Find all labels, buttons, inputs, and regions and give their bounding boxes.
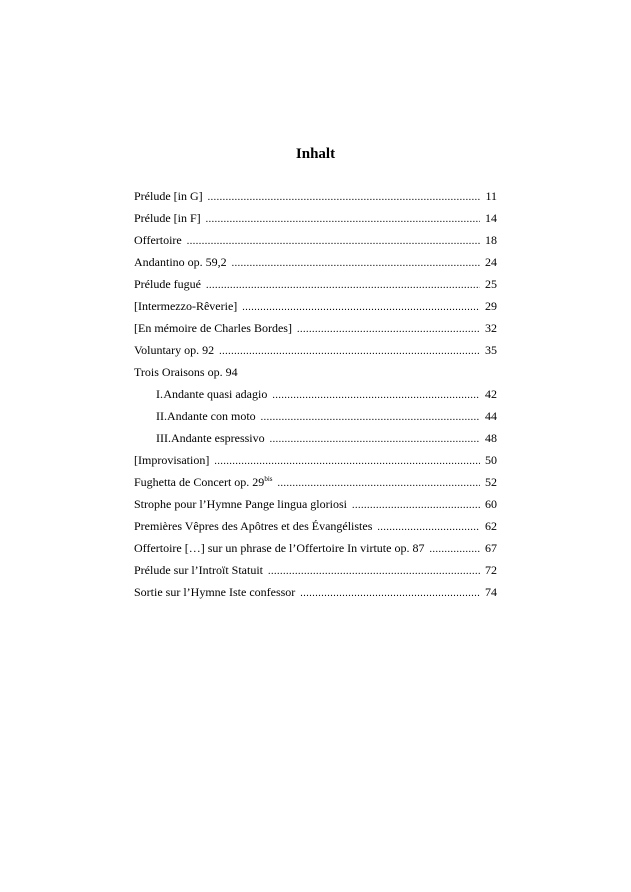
toc-entry-title: Prélude fugué [134, 277, 201, 291]
toc-entry [134, 515, 497, 537]
toc-entry [134, 449, 497, 471]
toc-page-number: 14 [485, 211, 497, 225]
dot-leader [377, 517, 480, 539]
dot-leader [268, 561, 480, 583]
dot-leader [261, 407, 480, 429]
toc-entry-title-text: Fughetta de Concert op. 29 [134, 475, 265, 489]
dot-leader [270, 429, 480, 451]
page-title: Inhalt [295, 146, 336, 162]
toc-page-number: 62 [485, 519, 497, 533]
dot-leader [242, 297, 480, 319]
toc-page-number: 50 [485, 453, 497, 467]
toc-entry-title: [Intermezzo-Rêverie] [134, 299, 238, 313]
toc-entry-title: Premières Vêpres des Apôtres et des Évangélistes [134, 519, 373, 533]
toc-page-number: 42 [485, 387, 497, 401]
toc-page-number: 29 [485, 299, 497, 313]
superscript-bis: bis [264, 475, 273, 483]
dot-leader [214, 451, 480, 473]
toc-page-number: 44 [485, 409, 497, 423]
toc-entry [134, 339, 497, 361]
dot-leader [219, 341, 480, 363]
toc-entry-title: Andante quasi adagio [163, 387, 268, 401]
dot-leader [272, 385, 480, 407]
toc-group-heading [134, 361, 497, 383]
toc-entry [134, 317, 497, 339]
dot-leader [187, 231, 480, 253]
toc-entry [134, 537, 497, 559]
toc-entry [134, 493, 497, 515]
toc-entry [134, 207, 497, 229]
dot-leader [232, 253, 480, 275]
dot-leader [300, 583, 480, 605]
toc-page-number: 74 [485, 585, 497, 599]
dot-leader [429, 539, 480, 561]
dot-leader [208, 187, 480, 209]
toc-entry-title: Sortie sur l’Hymne Iste confessor [134, 585, 296, 599]
toc-page-number: 72 [485, 563, 497, 577]
table-of-contents [134, 185, 497, 603]
toc-entry-title: Prélude sur l’Introït Statuit [134, 563, 263, 577]
toc-entry [134, 471, 497, 493]
toc-page-number: 60 [485, 497, 497, 511]
toc-page-number: 32 [485, 321, 497, 335]
toc-entry-title: Voluntary op. 92 [134, 343, 215, 357]
toc-entry-title: [En mémoire de Charles Bordes] [134, 321, 292, 335]
toc-page-number: 35 [485, 343, 497, 357]
toc-entry-title: Andante espressivo [171, 431, 265, 445]
toc-entry-title: Offertoire [134, 233, 182, 247]
toc-entry [134, 251, 497, 273]
toc-page-number: 11 [485, 189, 497, 203]
toc-entry-title: Strophe pour l’Hymne Pange lingua gloriosi [134, 497, 347, 511]
toc-subentry [134, 405, 497, 427]
movement-number: II. [156, 409, 167, 423]
toc-entry [134, 185, 497, 207]
toc-entry-title: Offertoire […] sur un phrase de l’Offertoire In virtute op. 87 [134, 541, 425, 555]
dot-leader [297, 319, 480, 341]
toc-entry [134, 229, 497, 251]
toc-entry-title: Andante con moto [167, 409, 256, 423]
toc-entry [134, 581, 497, 603]
toc-subentry [134, 383, 497, 405]
toc-page-number: 48 [485, 431, 497, 445]
toc-entry-title: [Improvisation] [134, 453, 210, 467]
toc-page-number: 24 [485, 255, 497, 269]
dot-leader [206, 209, 480, 231]
dot-leader [277, 473, 480, 495]
toc-entry-title [134, 471, 272, 493]
toc-page-number: 67 [485, 541, 497, 555]
toc-page-number: 25 [485, 277, 497, 291]
dot-leader [352, 495, 480, 517]
toc-entry [134, 273, 497, 295]
toc-subentry [134, 427, 497, 449]
toc-entry [134, 559, 497, 581]
movement-number: III. [156, 431, 171, 445]
toc-entry [134, 295, 497, 317]
toc-entry-title: Andantino op. 59,2 [134, 255, 227, 269]
dot-leader [206, 275, 480, 297]
toc-entry-title: Prélude [in F] [134, 211, 201, 225]
toc-page-number: 52 [485, 475, 497, 489]
toc-entry-title: Trois Oraisons op. 94 [134, 365, 238, 379]
toc-page-number: 18 [485, 233, 497, 247]
toc-entry-title: Prélude [in G] [134, 189, 203, 203]
movement-number: I. [156, 387, 163, 401]
